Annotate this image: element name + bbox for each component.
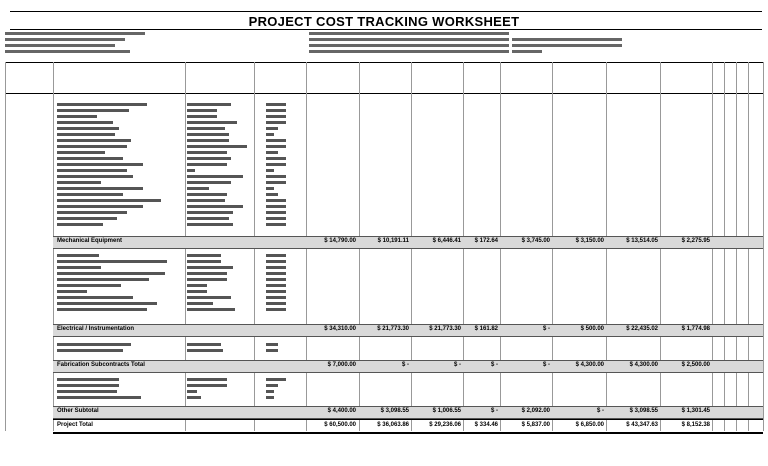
summary-line <box>309 38 509 41</box>
summary-line <box>309 44 509 47</box>
total-budget: $ 60,500.00 <box>324 422 356 428</box>
mechanical-open-po: $ 3,745.00 <box>521 238 550 244</box>
electrical-open-po: $ - <box>542 326 550 332</box>
other-est-to-complete: $ - <box>596 408 604 414</box>
mechanical-est-at-completion: $ 13,514.05 <box>626 238 658 244</box>
electrical-budget: $ 34,310.00 <box>324 326 356 332</box>
other-cost-to-date: $ 1,006.55 <box>432 408 461 414</box>
title-rule-top <box>10 11 762 12</box>
section-label-mechanical: Mechanical Equipment <box>57 238 123 244</box>
other-est-at-completion: $ 3,098.55 <box>629 408 658 414</box>
total-est-at-completion: $ 43,347.63 <box>626 422 658 428</box>
electrical-cost-to-date: $ 21,773.30 <box>429 326 461 332</box>
info-line <box>5 32 145 35</box>
project-info-block <box>5 31 145 53</box>
project-total-label: Project Total <box>57 422 93 428</box>
info-line <box>5 50 130 53</box>
electrical-committed: $ 21,773.30 <box>377 326 409 332</box>
other-variance: $ 1,301.45 <box>681 408 710 414</box>
title-rule-bottom <box>10 29 762 30</box>
mechanical-cost-to-date: $ 6,446.41 <box>432 238 461 244</box>
info-line <box>5 38 125 41</box>
fabrication-est-at-completion: $ 4,300.00 <box>629 362 658 368</box>
fabrication-committed: $ - <box>401 362 409 368</box>
total-cost-to-date: $ 29,236.06 <box>429 422 461 428</box>
info-line <box>5 44 115 47</box>
fabrication-est-to-complete: $ 4,300.00 <box>575 362 604 368</box>
other-committed: $ 3,098.55 <box>380 408 409 414</box>
other-open-po: $ 2,092.00 <box>521 408 550 414</box>
fabrication-variance: $ 2,500.00 <box>681 362 710 368</box>
other-freight: $ - <box>490 408 498 414</box>
fabrication-freight: $ - <box>490 362 498 368</box>
summary-line <box>309 32 509 35</box>
total-freight: $ 334.46 <box>474 422 498 428</box>
total-est-to-complete: $ 6,850.00 <box>575 422 604 428</box>
total-committed: $ 36,063.86 <box>377 422 409 428</box>
electrical-est-at-completion: $ 22,435.02 <box>626 326 658 332</box>
section-label-electrical: Electrical / Instrumentation <box>57 326 135 332</box>
fabrication-cost-to-date: $ - <box>453 362 461 368</box>
total-variance: $ 8,152.38 <box>681 422 710 428</box>
worksheet-title: PROJECT COST TRACKING WORKSHEET <box>248 14 520 29</box>
column-header-row <box>5 62 763 94</box>
electrical-est-to-complete: $ 500.00 <box>580 326 604 332</box>
summary-line <box>309 50 509 53</box>
mechanical-est-to-complete: $ 3,150.00 <box>575 238 604 244</box>
section-label-other: Other Subtotal <box>57 408 99 414</box>
budget-percent-block <box>512 31 622 53</box>
mechanical-budget: $ 14,790.00 <box>324 238 356 244</box>
fabrication-budget: $ 7,000.00 <box>327 362 356 368</box>
summary-line <box>512 38 622 41</box>
summary-line <box>512 44 622 47</box>
mechanical-committed: $ 10,191.11 <box>377 238 409 244</box>
mechanical-freight: $ 172.64 <box>474 238 498 244</box>
total-open-po: $ 5,837.00 <box>521 422 550 428</box>
summary-line <box>512 50 542 53</box>
electrical-freight: $ 161.82 <box>474 326 498 332</box>
fabrication-open-po: $ - <box>542 362 550 368</box>
mechanical-variance: $ 2,275.95 <box>681 238 710 244</box>
budget-summary-block <box>309 31 509 53</box>
other-budget: $ 4,400.00 <box>327 408 356 414</box>
section-label-fabrication: Fabrication Subcontracts Total <box>57 362 145 368</box>
electrical-variance: $ 1,774.98 <box>681 326 710 332</box>
